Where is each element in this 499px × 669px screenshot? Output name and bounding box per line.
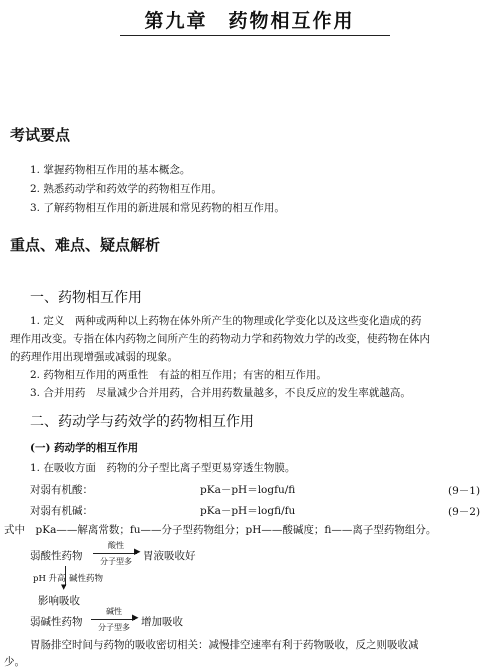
diagram-base-under: 分子型多 [98,623,130,632]
diagram-alkaline-drug: 碱性药物 [69,574,104,584]
diagram-acid-arrow [93,553,137,554]
subsection-1-title: 一、药物相互作用 [30,290,142,306]
formula-note: 式中 pKa——解离常数；fu——分子型药物组分；pH——酸碱度；fi——离子型药物组分。 [4,524,437,536]
diagram-acid-under: 分子型多 [100,557,132,566]
para1-line1: 1. 定义 两种或两种以上药物在体外所产生的物理或化学变化以及这些变化造成的药 [30,315,422,327]
diagram-base-over: 碱性 [106,607,122,616]
para1-line3: 的药理作用出现增强或减弱的现象。 [10,351,178,363]
eq1-formula: pKa－pH＝logfu/fi [200,484,296,496]
eq2-number: (9－2) [448,506,481,518]
diagram-down-arrowhead: ▼ [61,583,67,591]
absorption-line: 1. 在吸收方面 药物的分子型比离子型更易穿透生物膜。 [30,462,296,474]
gastric-line-1: 胃肠排空时间与药物的吸收密切相关：减慢排空速率有利于药物吸收，反之则吸收减 [30,639,419,651]
eq2-label: 对弱有机碱： [30,505,93,517]
eq1-number: (9－1) [448,485,481,497]
diagram-acid-result: 胃液吸收好 [143,550,196,562]
diagram-acid-drug: 弱酸性药物 [30,550,83,562]
chapter-title: 第九章 药物相互作用 [144,10,355,32]
key-points-heading: 重点、难点、疑点解析 [10,236,161,254]
exam-point-2: 2. 熟悉药动学和药效学的药物相互作用。 [30,183,222,195]
diagram-acid-over: 酸性 [108,541,124,550]
para1-line2: 理作用改变。专指在体内药物之间所产生的药物动力学和药物效力学的改变，使药物在体内 [10,333,430,345]
diagram-affect-absorption: 影响吸收 [38,595,80,607]
exam-point-3: 3. 了解药物相互作用的新进展和常见药物的相互作用。 [30,202,285,214]
eq2-formula: pKa－pH＝logfi/fu [200,505,296,517]
diagram-base-result: 增加吸收 [141,616,183,628]
subsection-2-title: 二、药动学与药效学的药物相互作用 [30,414,254,430]
diagram-ph-rise: pH 升高 [33,574,66,584]
exam-points-heading: 考试要点 [10,126,71,144]
para3: 3. 合并用药 尽量减少合并用药，合并用药数量越多，不良反应的发生率就越高。 [30,387,411,399]
eq1-label: 对弱有机酸： [30,484,93,496]
gastric-line-2: 少。 [4,656,25,668]
diagram-base-arrowhead: ▶ [132,613,139,623]
para2: 2. 药物相互作用的两重性 有益的相互作用；有害的相互作用。 [30,369,327,381]
title-underline [120,35,390,36]
subsection-2-1-title: (一) 药动学的相互作用 [30,442,139,454]
diagram-acid-arrowhead: ▶ [134,547,141,557]
diagram-base-drug: 弱碱性药物 [30,616,83,628]
diagram-base-arrow [91,619,135,620]
exam-point-1: 1. 掌握药物相互作用的基本概念。 [30,164,191,176]
